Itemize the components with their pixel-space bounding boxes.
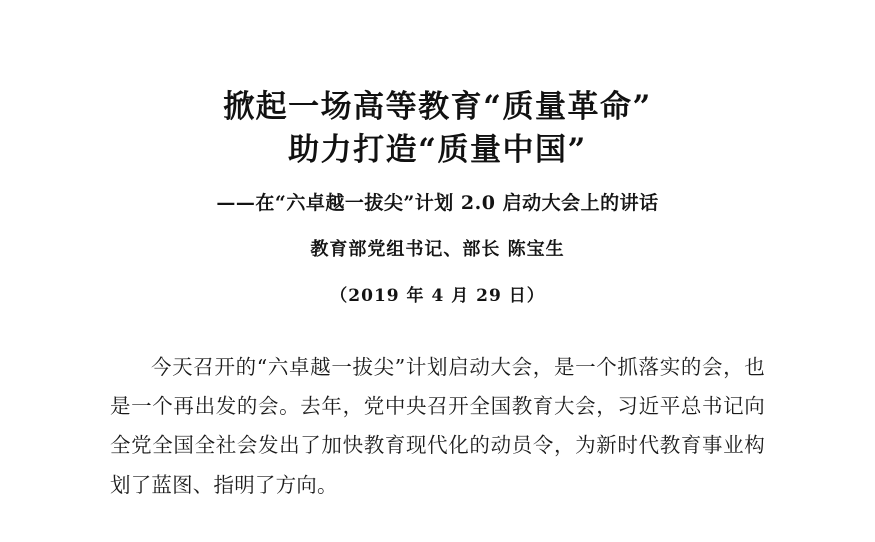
document-subtitle: ——在“六卓越一拔尖”计划 2.0 启动大会上的讲话 [216,191,659,214]
document-title-block [110,0,765,172]
document-body [110,348,765,505]
page-title-line-1: 掀起一场高等教育“质量革命” [223,89,652,125]
body-paragraph: 今天召开的“六卓越一拔尖”计划启动大会，是一个抓落实的会，也是一个再出发的会。去年，党中央召开全国教育大会，习近平总书记向全党全国全社会发出了加快教育现代化的动员令，为新时代教育事业构划了蓝图、指明了方向。 [110,354,765,497]
document-dateline: （2019 年 4 月 29 日） [330,285,545,306]
document-byline: 教育部党组书记、部长 陈宝生 [310,238,565,260]
page-title-line-2: 助力打造“质量中国” [288,131,587,168]
